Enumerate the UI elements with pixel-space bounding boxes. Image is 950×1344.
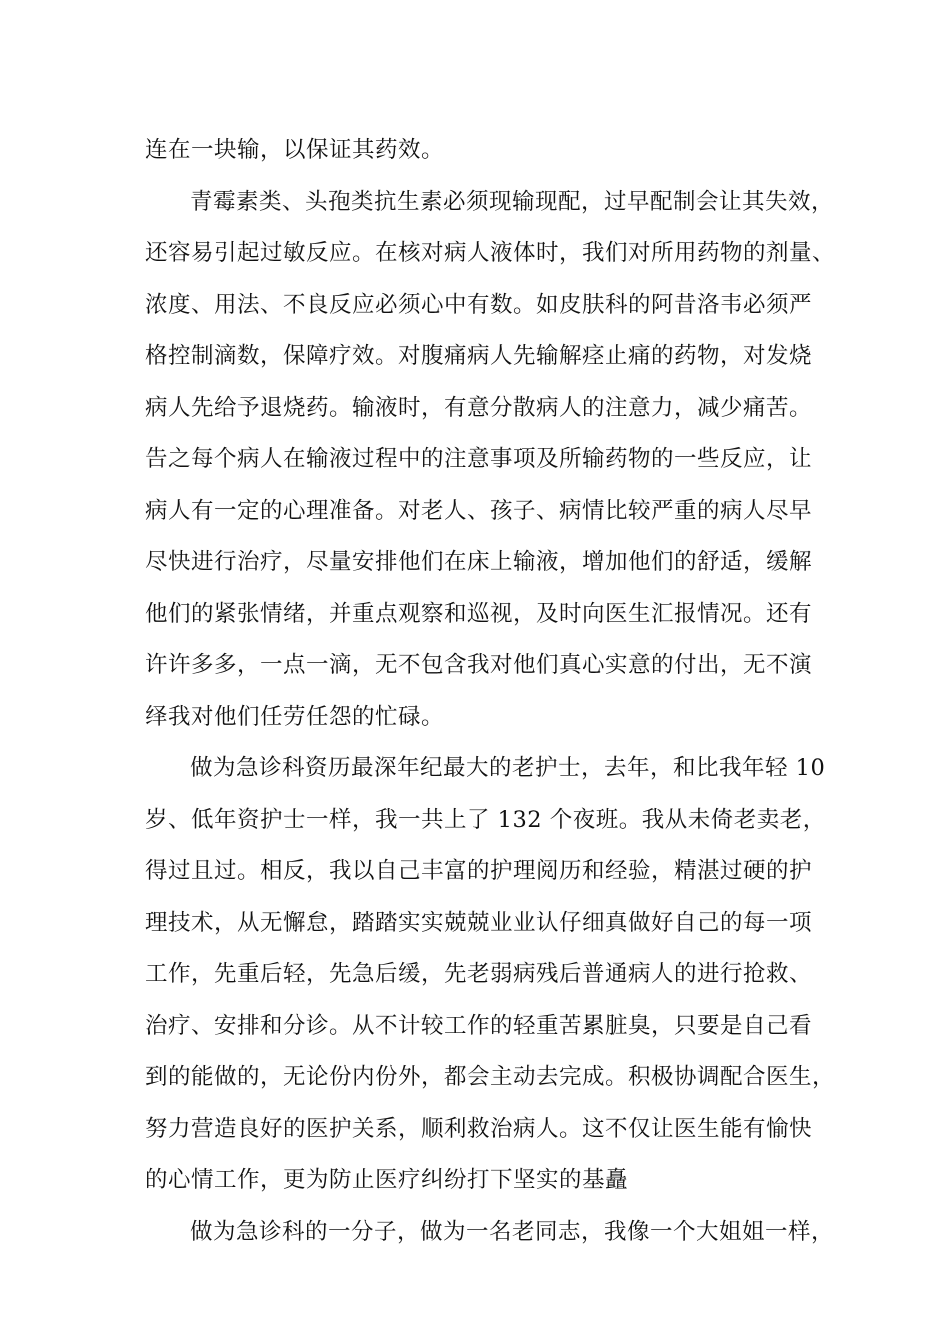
text-line: 浓度、用法、不良反应必须心中有数。如皮肤科的阿昔洛韦必须严 <box>145 292 813 318</box>
text-line: 做为急诊科资历最深年纪最大的老护士，去年，和比我年轻 10 <box>190 755 826 781</box>
text-line: 理技术，从无懈怠，踏踏实实兢兢业业认仔细真做好自己的每一项 <box>145 910 813 936</box>
text-line: 他们的紧张情绪，并重点观察和巡视，及时向医生汇报情况。还有 <box>145 601 813 627</box>
text-line: 尽快进行治疗，尽量安排他们在床上输液，增加他们的舒适，缓解 <box>145 549 813 575</box>
text-line: 许许多多，一点一滴，无不包含我对他们真心实意的付出，无不演 <box>145 652 813 678</box>
text-line: 病人先给予退烧药。输液时，有意分散病人的注意力，减少痛苦。 <box>145 395 813 421</box>
text-line: 绎我对他们任劳任怨的忙碌。 <box>145 704 445 730</box>
text-line: 努力营造良好的医护关系，顺利救治病人。这不仅让医生能有愉快 <box>145 1116 813 1142</box>
text-line: 得过且过。相反，我以自己丰富的护理阅历和经验，精湛过硬的护 <box>145 858 813 884</box>
text-line: 到的能做的，无论份内份外，都会主动去完成。积极协调配合医生， <box>145 1064 836 1090</box>
text-line: 格控制滴数，保障疗效。对腹痛病人先输解痉止痛的药物，对发烧 <box>145 343 813 369</box>
text-line: 的心情工作，更为防止医疗纠纷打下坚实的基矗 <box>145 1167 629 1193</box>
text-line: 连在一块输，以保证其药效。 <box>145 137 445 163</box>
text-line: 工作，先重后轻，先急后缓，先老弱病残后普通病人的进行抢救、 <box>145 961 813 987</box>
text-line: 病人有一定的心理准备。对老人、孩子、病情比较严重的病人尽早 <box>145 498 813 524</box>
text-line: 青霉素类、头孢类抗生素必须现输现配，过早配制会让其失效， <box>190 189 835 215</box>
text-line: 还容易引起过敏反应。在核对病人液体时，我们对所用药物的剂量、 <box>145 240 836 266</box>
text-line: 岁、低年资护士一样，我一共上了 132 个夜班。我从未倚老卖老， <box>145 807 826 833</box>
text-line: 治疗、安排和分诊。从不计较工作的轻重苦累脏臭，只要是自己看 <box>145 1013 813 1039</box>
text-line: 做为急诊科的一分子，做为一名老同志，我像一个大姐姐一样， <box>190 1219 835 1245</box>
text-line: 告之每个病人在输液过程中的注意事项及所输药物的一些反应，让 <box>145 446 813 472</box>
